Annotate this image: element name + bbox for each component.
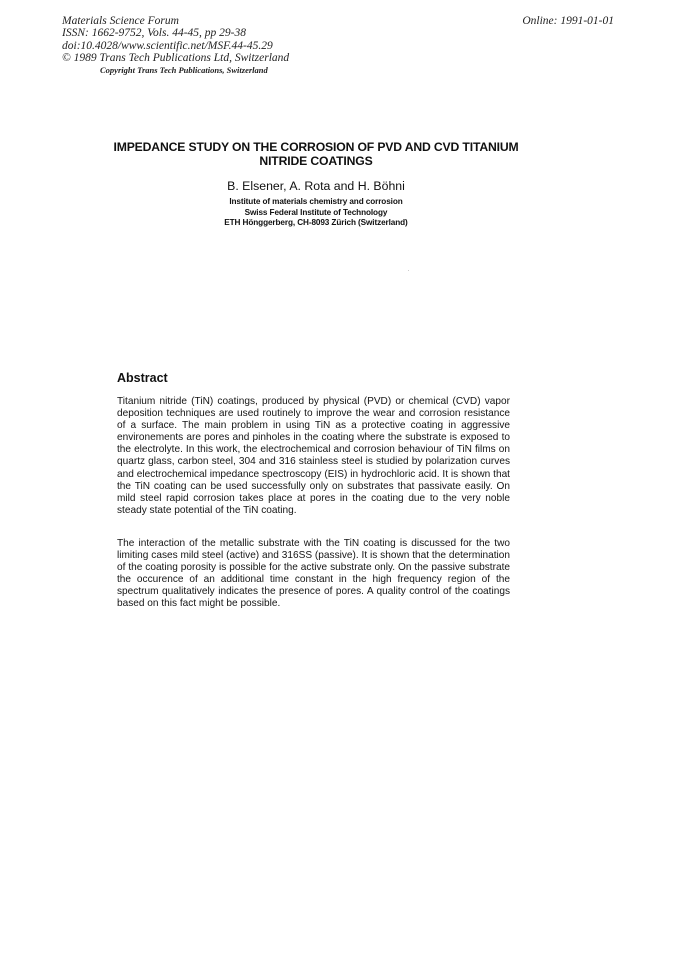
title-line-1: IMPEDANCE STUDY ON THE CORROSION OF PVD AND CVD TITANIUM xyxy=(113,140,519,154)
doi-line: doi:10.4028/www.scientific.net/MSF.44-45.29 xyxy=(62,39,273,52)
affiliation xyxy=(90,197,542,229)
publisher-line: © 1989 Trans Tech Publications Ltd, Switzerland xyxy=(62,51,290,64)
affiliation-line-2: Swiss Federal Institute of Technology xyxy=(244,207,388,217)
journal-name: Materials Science Forum xyxy=(62,15,179,27)
title-line-2: NITRIDE COATINGS xyxy=(259,153,373,168)
copyright-notice: Copyright Trans Tech Publications, Switzerland xyxy=(100,65,268,75)
online-date: Online: 1991-01-01 xyxy=(522,15,614,27)
journal-header xyxy=(62,15,289,64)
affiliation-line-3: ETH Hönggerberg, CH-8093 Zürich (Switzerland) xyxy=(224,218,408,228)
issn-line: ISSN: 1662-9752, Vols. 44-45, pp 29-38 xyxy=(62,27,246,40)
paper-title xyxy=(90,141,542,168)
abstract-paragraph-2: The interaction of the metallic substrate with the TiN coating is discussed for the two limiting cases mild steel (active) and 316SS (passive). It is shown that the determination of the coating porosity is possible for the active substrate only. On the passive substrate the occurence of an additional time constant in the high frequency region of the spectrum qualitatively indicates the presence of pores. A quality control of the coatings based on this fact might be possible. xyxy=(117,538,510,610)
scan-speck xyxy=(408,270,409,271)
abstract-heading: Abstract xyxy=(117,371,168,385)
abstract-paragraph-1: Titanium nitride (TiN) coatings, produced by physical (PVD) or chemical (CVD) vapor deposition techniques are used routinely to improve the wear and corrosion resistance of a surface. The main problem in using TiN as a protective coating in aggressive environements are pores and pinholes in the coating where the substrate is exposed to the electrolyte. In this work, the electrochemical and corrosion behaviour of TiN films on quartz glass, carbon steel, 304 and 316 stainless steel is studied by polarization curves and electrochemical impedance spectroscopy (EIS) in hydrochloric acid. It is shown that the TiN coating can be used successfully only on substrates that passivate easily. On mild steel rapid corrosion takes place at pores in the coating due to the very noble steady state potential of the TiN coating. xyxy=(117,396,510,516)
affiliation-line-1: Institute of materials chemistry and corrosion xyxy=(229,197,403,206)
author-list: B. Elsener, A. Rota and H. Böhni xyxy=(227,179,405,193)
